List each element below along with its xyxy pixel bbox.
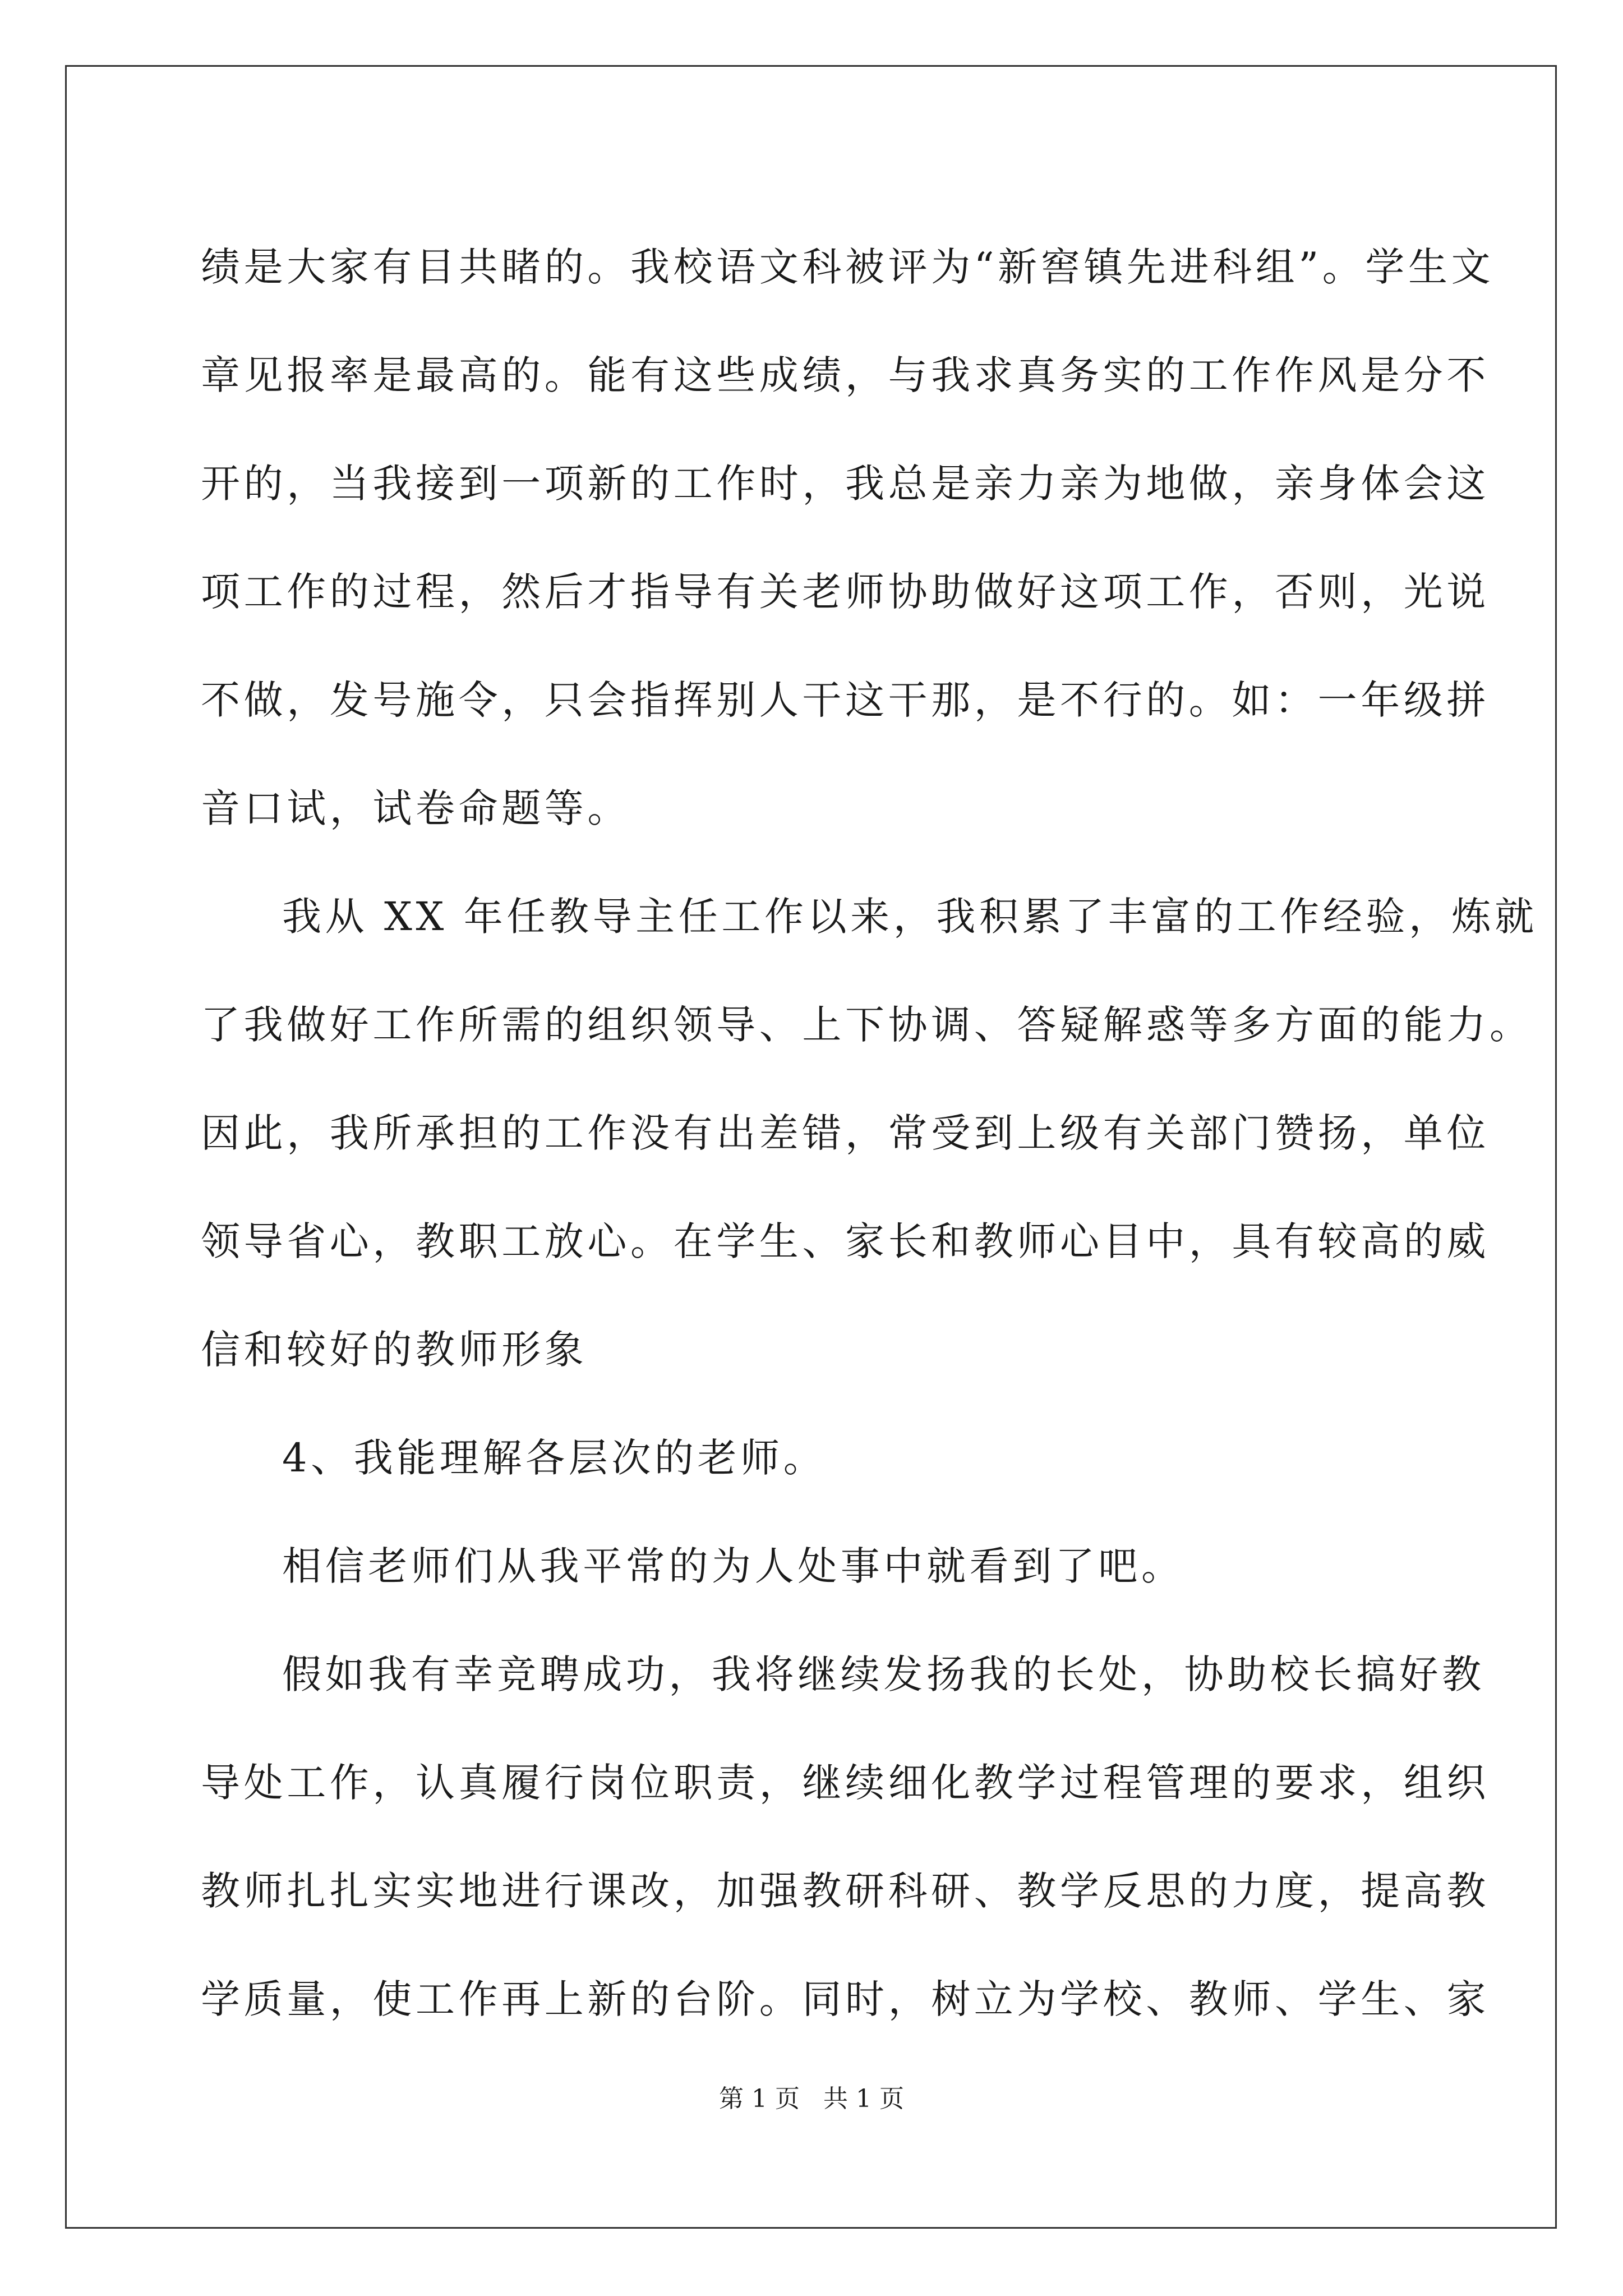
text-line: 学质量，使工作再上新的台阶。同时，树立为学校、教师、学生、家 — [201, 1976, 1490, 2022]
text-line: 信和较好的教师形象 — [201, 1327, 588, 1373]
paragraph-first-line: 相信老师们从我平常的为人处事中就看到了吧。 — [282, 1543, 1184, 1589]
text-line: 音口试，试卷命题等。 — [201, 785, 630, 831]
document-body — [201, 213, 1538, 2054]
text-line: 领导省心，教职工放心。在学生、家长和教师心目中，具有较高的威 — [201, 1218, 1490, 1264]
text-line: 了我做好工作所需的组织领导、上下协调、答疑解惑等多方面的能力。 — [201, 1002, 1533, 1048]
paragraph-first-line: 4、我能理解各层次的老师。 — [282, 1435, 827, 1481]
text-line: 不做，发号施令，只会指挥别人干这干那，是不行的。如：一年级拼 — [201, 677, 1490, 723]
text-line: 章见报率是最高的。能有这些成绩，与我求真务实的工作作风是分不 — [201, 352, 1490, 398]
text-line: 因此，我所承担的工作没有出差错，常受到上级有关部门赞扬，单位 — [201, 1110, 1490, 1156]
paragraph-first-line: 我从 XX 年任教导主任工作以来，我积累了丰富的工作经验，炼就 — [282, 894, 1538, 940]
text-line: 项工作的过程，然后才指导有关老师协助做好这项工作，否则，光说 — [201, 569, 1490, 615]
paragraph-first-line: 假如我有幸竞聘成功，我将继续发扬我的长处，协助校长搞好教 — [282, 1651, 1485, 1697]
text-line: 教师扎扎实实地进行课改，加强教研科研、教学反思的力度，提高教 — [201, 1868, 1490, 1914]
text-line: 导处工作，认真履行岗位职责，继续细化教学过程管理的要求，组织 — [201, 1760, 1490, 1806]
page-footer: 第 1 页 共 1 页 — [719, 2085, 904, 2113]
text-line: 绩是大家有目共睹的。我校语文科被评为“新窖镇先进科组”。学生文 — [201, 244, 1495, 290]
text-line: 开的，当我接到一项新的工作时，我总是亲力亲为地做，亲身体会这 — [201, 461, 1490, 507]
